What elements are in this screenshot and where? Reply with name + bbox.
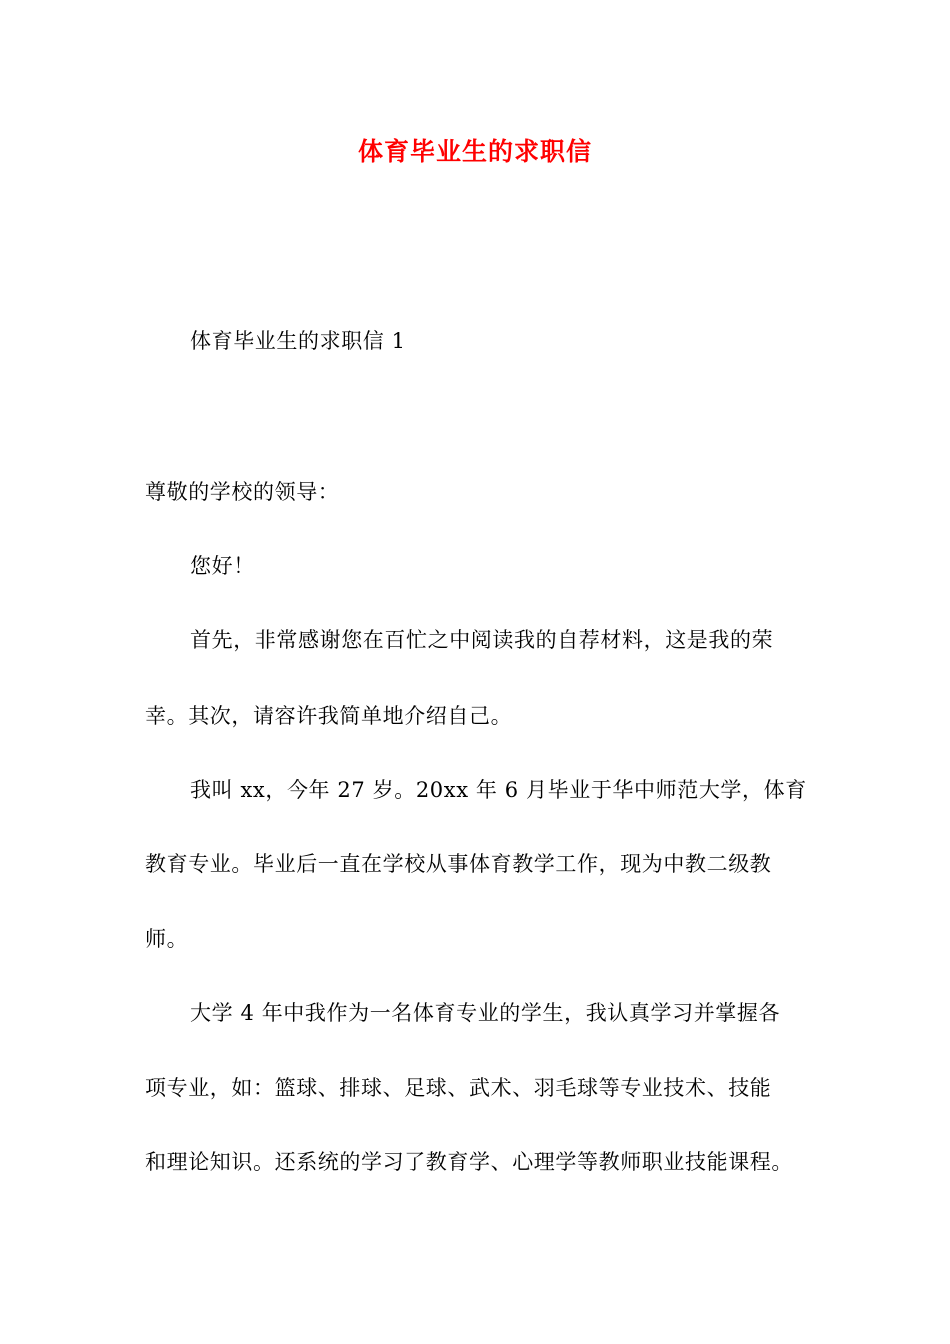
paragraph-2-line-2: 教育专业。毕业后一直在学校从事体育教学工作，现为中教二级教 <box>145 852 772 876</box>
salutation: 尊敬的学校的领导： <box>145 480 340 504</box>
paragraph-3-line-2: 项专业，如：篮球、排球、足球、武术、羽毛球等专业技术、技能 <box>145 1076 772 1100</box>
paragraph-1-line-1: 首先，非常感谢您在百忙之中阅读我的自荐材料，这是我的荣 <box>190 628 774 652</box>
document-title: 体育毕业生的求职信 <box>357 137 592 166</box>
paragraph-3-line-3: 和理论知识。还系统的学习了教育学、心理学等教师职业技能课程。 <box>145 1150 793 1174</box>
paragraph-3-line-1: 大学 4 年中我作为一名体育专业的学生，我认真学习并掌握各 <box>190 1001 781 1025</box>
greeting: 您好！ <box>190 554 255 578</box>
paragraph-2-line-1: 我叫 xx，今年 27 岁。20xx 年 6 月毕业于华中师范大学，体育 <box>190 778 807 802</box>
letter-subtitle: 体育毕业生的求职信 1 <box>190 329 406 353</box>
paragraph-2-line-3: 师。 <box>145 927 189 951</box>
paragraph-1-line-2: 幸。其次，请容许我简单地介绍自己。 <box>145 704 513 728</box>
